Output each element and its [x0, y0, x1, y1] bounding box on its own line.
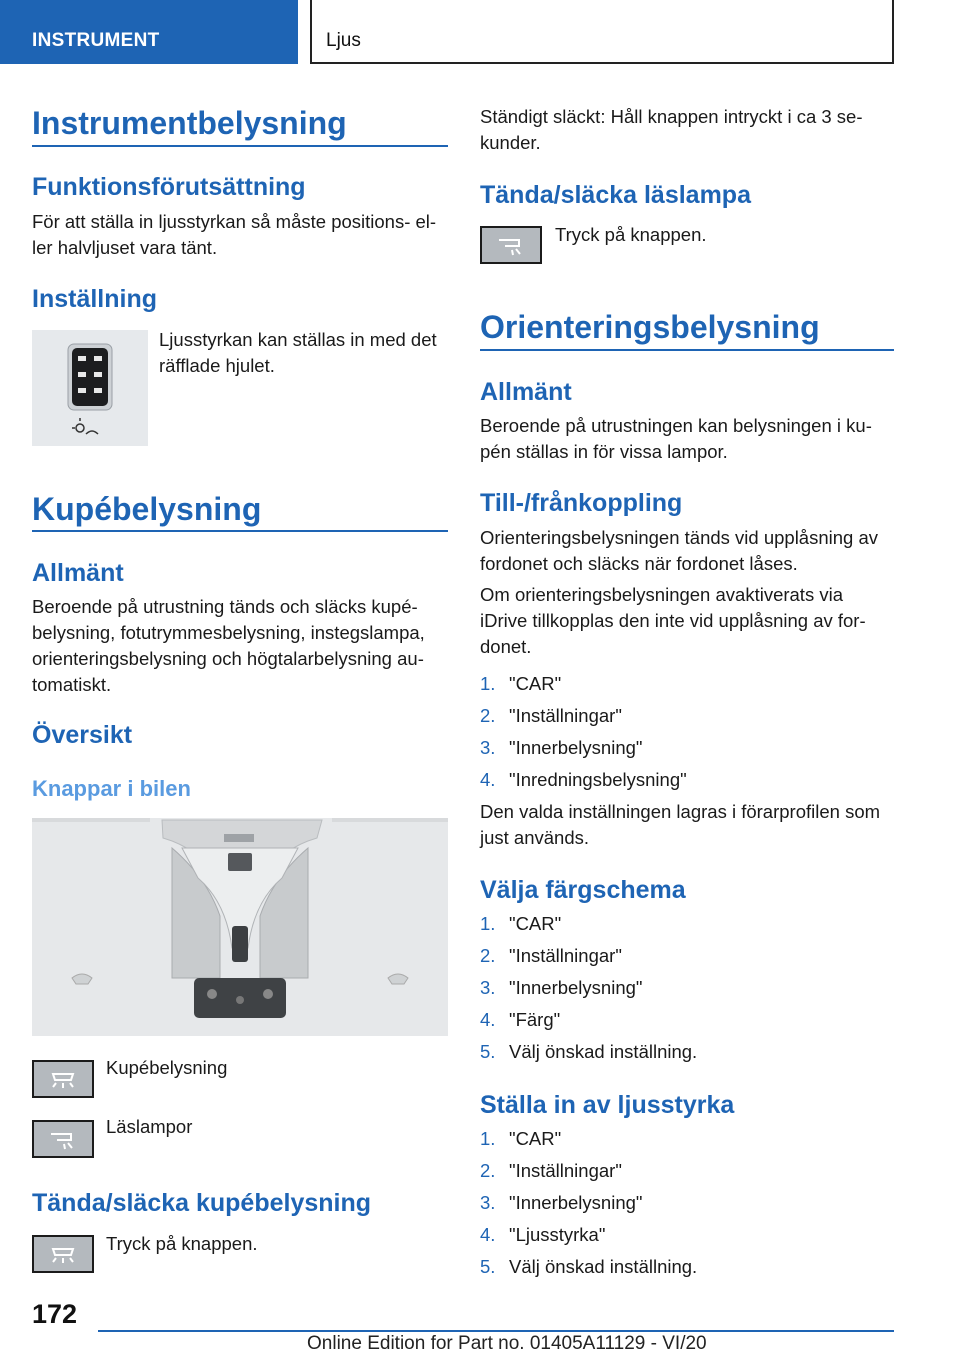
list-item: 4. "Ljusstyrka": [480, 1224, 606, 1245]
dimmer-wheel-image: [32, 330, 148, 446]
interior-light-button-icon: [32, 1235, 94, 1273]
heading-installning: Inställning: [32, 285, 157, 313]
steps-ljusstyrka: [480, 1123, 892, 1283]
list-item: 3. "Innerbelysning": [480, 1192, 643, 1213]
list-item: 3. "Innerbelysning": [480, 737, 643, 758]
text-standigt-slackt: Ständigt släckt: Håll knappen intryckt i ca 3 sekunder.: [480, 106, 863, 153]
header-section-tab: [0, 0, 298, 64]
heading-oversikt: Översikt: [32, 721, 133, 749]
list-item: 3. "Innerbelysning": [480, 977, 643, 998]
roof-console-image: [32, 818, 448, 1036]
list-item: 2. "Inställningar": [480, 705, 622, 726]
footer-edition-text: Online Edition for Part no. 01405A11129 - VI/20: [307, 1333, 707, 1354]
heading-instrumentbelysning: Instrumentbelysning: [32, 105, 347, 141]
list-item: 1. "CAR": [480, 913, 562, 934]
header-chapter-label: Ljus: [326, 30, 361, 51]
list-item: 5. Välj önskad inställning.: [480, 1256, 698, 1277]
steps-fargschema: [480, 908, 892, 1068]
heading-allmant-right: Allmänt: [480, 378, 572, 406]
page-number: 172: [32, 1299, 78, 1329]
text-till-2: Om orienteringsbelysningen avaktiverats via iDrive tillkopplas den inte vid upplåsning av fordonet.: [480, 584, 866, 657]
heading-kupebelysning: Kupébelysning: [32, 491, 262, 527]
list-item: 2. "Inställningar": [480, 945, 622, 966]
reading-light-icon: [32, 1120, 94, 1158]
list-item: 4. "Färg": [480, 1009, 561, 1030]
footer-rule: [98, 1330, 894, 1332]
heading-valja-fargschema: Välja färgschema: [480, 876, 686, 904]
heading-orienteringsbelysning: Orienteringsbelysning: [480, 309, 820, 345]
heading-knappar-i-bilen: Knappar i bilen: [32, 776, 191, 801]
list-item: 5. Välj önskad inställning.: [480, 1041, 698, 1062]
legend-laslampor: Läslampor: [106, 1116, 193, 1137]
heading-stalla-in-ljusstyrka: Ställa in av ljusstyrka: [480, 1091, 735, 1119]
heading-rule: [480, 349, 894, 351]
reading-light-button-icon: [480, 226, 542, 264]
interior-light-icon: [32, 1060, 94, 1098]
list-item: 1. "CAR": [480, 673, 562, 694]
list-item: 4. "Inredningsbelysning": [480, 769, 687, 790]
text-tanda-kupebelysning: Tryck på knappen.: [106, 1233, 258, 1254]
steps-inredningsbelysning: [480, 668, 892, 796]
text-till-1: Orienteringsbelysningen tänds vid upplåsning av fordonet och släcks när fordonet låses.: [480, 527, 879, 574]
list-item: 1. "CAR": [480, 1128, 562, 1149]
text-allmant-right: Beroende på utrustningen kan belysningen i kupén ställas in för vissa lampor.: [480, 415, 872, 462]
text-sparad-installning: Den valda inställningen lagras i förarprofilen som just används.: [480, 801, 881, 848]
text-tanda-laslampa: Tryck på knappen.: [555, 224, 707, 245]
header-section-label: INSTRUMENT: [32, 30, 160, 51]
heading-till-frankoppling: Till-/frånkoppling: [480, 489, 683, 517]
list-item: 2. "Inställningar": [480, 1160, 622, 1181]
heading-allmant-left: Allmänt: [32, 559, 124, 587]
heading-tanda-slacka-laslampa: Tända/släcka läslampa: [480, 181, 751, 209]
text-installning: Ljusstyrkan kan ställas in med det räfflade hjulet.: [159, 329, 437, 376]
heading-rule: [32, 530, 448, 532]
text-funktion: För att ställa in ljusstyrkan så måste positions- eller halvljuset vara tänt.: [32, 211, 437, 258]
text-allmant-left: Beroende på utrustning tänds och släcks kupébelysning, fotutrymmesbelysning, instegslampa, orienteringsbelysning och högtalarbelysning automatiskt.: [32, 596, 425, 695]
heading-rule: [32, 145, 448, 147]
legend-kupebelysning: Kupébelysning: [106, 1057, 228, 1078]
heading-funktionsforutsattning: Funktionsförutsättning: [32, 173, 306, 201]
heading-tanda-slacka-kupebelysning: Tända/släcka kupébelysning: [32, 1189, 372, 1217]
header-chapter-box: [310, 0, 894, 64]
